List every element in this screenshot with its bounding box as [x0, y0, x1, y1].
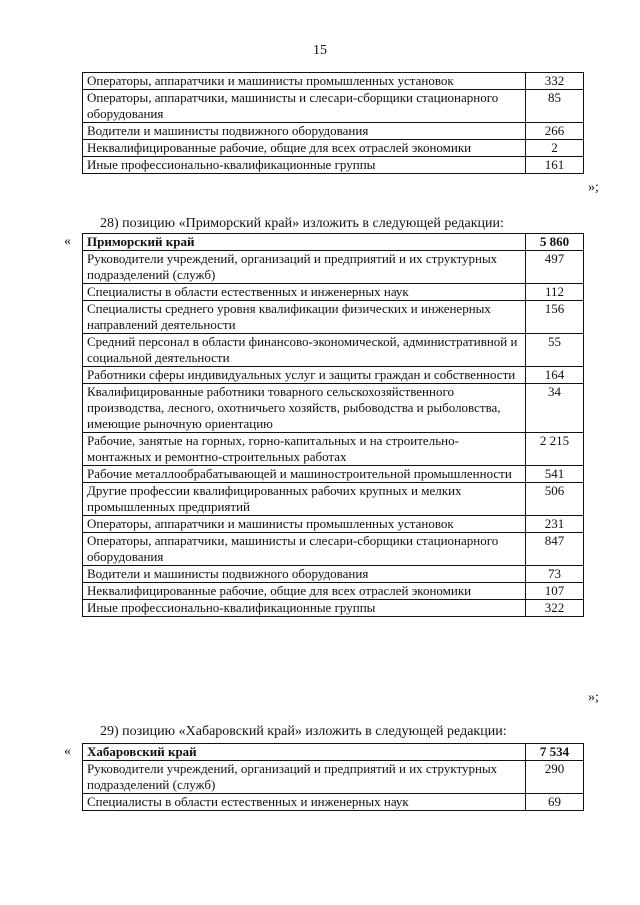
- closing-quote: »;: [588, 180, 599, 195]
- row-name: Руководители учреждений, организаций и предприятий и их структурных подразделений (служб): [83, 761, 526, 794]
- row-name: Неквалифицированные рабочие, общие для всех отраслей экономики: [83, 583, 526, 600]
- region-name: Приморский край: [83, 234, 526, 251]
- row-value: 506: [526, 483, 584, 516]
- row-value: 73: [526, 566, 584, 583]
- row-name: Работники сферы индивидуальных услуг и защиты граждан и собственности: [83, 367, 526, 384]
- row-name: Другие профессии квалифицированных рабочих крупных и мелких промышленных предприятий: [83, 483, 526, 516]
- row-value: 266: [526, 123, 584, 140]
- row-name: Иные профессионально-квалификационные группы: [83, 600, 526, 617]
- table-row: [83, 367, 584, 384]
- table-row: [83, 566, 584, 583]
- row-value: 55: [526, 334, 584, 367]
- table-header-row: [83, 744, 584, 761]
- table-row: [83, 384, 584, 433]
- row-value: 322: [526, 600, 584, 617]
- row-name: Специалисты среднего уровня квалификации физических и инженерных направлений деятельности: [83, 301, 526, 334]
- row-value: 231: [526, 516, 584, 533]
- table-row: [83, 433, 584, 466]
- table-row: [83, 466, 584, 483]
- row-value: 85: [526, 90, 584, 123]
- row-value: 164: [526, 367, 584, 384]
- row-value: 290: [526, 761, 584, 794]
- table-row: [83, 583, 584, 600]
- region-total: 7 534: [526, 744, 584, 761]
- row-name: Операторы, аппаратчики, машинисты и слесари-сборщики стационарного оборудования: [83, 533, 526, 566]
- table-primorsky: [82, 233, 584, 617]
- table-row: [83, 600, 584, 617]
- row-name: Руководители учреждений, организаций и предприятий и их структурных подразделений (служб): [83, 251, 526, 284]
- row-name: Рабочие, занятые на горных, горно-капитальных и на строительно-монтажных и ремонтно-строительных работах: [83, 433, 526, 466]
- section-29-intro: 29) позицию «Хабаровский край» изложить в следующей редакции:: [100, 724, 507, 739]
- table-row: [83, 73, 584, 90]
- table-row: [83, 90, 584, 123]
- row-name: Иные профессионально-квалификационные группы: [83, 157, 526, 174]
- closing-quote: »;: [588, 690, 599, 705]
- row-value: 847: [526, 533, 584, 566]
- row-value: 497: [526, 251, 584, 284]
- row-name: Неквалифицированные рабочие, общие для всех отраслей экономики: [83, 140, 526, 157]
- row-name: Рабочие металлообрабатывающей и машиностроительной промышленности: [83, 466, 526, 483]
- opening-quote: «: [64, 744, 71, 759]
- table-row: [83, 140, 584, 157]
- table-row: [83, 761, 584, 794]
- row-value: 332: [526, 73, 584, 90]
- row-value: 2: [526, 140, 584, 157]
- table-row: [83, 334, 584, 367]
- row-value: 34: [526, 384, 584, 433]
- page-number: 15: [313, 43, 327, 58]
- row-value: 112: [526, 284, 584, 301]
- row-name: Операторы, аппаратчики, машинисты и слесари-сборщики стационарного оборудования: [83, 90, 526, 123]
- table-row: [83, 794, 584, 811]
- table-row: [83, 251, 584, 284]
- row-value: 541: [526, 466, 584, 483]
- row-value: 156: [526, 301, 584, 334]
- table-row: [83, 123, 584, 140]
- row-name: Специалисты в области естественных и инженерных наук: [83, 794, 526, 811]
- region-total: 5 860: [526, 234, 584, 251]
- opening-quote: «: [64, 234, 71, 249]
- table-row: [83, 157, 584, 174]
- table-khabarovsk: [82, 743, 584, 811]
- row-value: 2 215: [526, 433, 584, 466]
- row-value: 69: [526, 794, 584, 811]
- row-name: Операторы, аппаратчики и машинисты промышленных установок: [83, 73, 526, 90]
- row-name: Квалифицированные работники товарного сельскохозяйственного производства, лесного, охотничьего хозяйств, рыбоводства и рыболовства, имеющие рыночную ориентацию: [83, 384, 526, 433]
- row-name: Специалисты в области естественных и инженерных наук: [83, 284, 526, 301]
- table-row: [83, 483, 584, 516]
- table-row: [83, 301, 584, 334]
- table-row: [83, 516, 584, 533]
- row-name: Средний персонал в области финансово-экономической, административной и социальной деятельности: [83, 334, 526, 367]
- row-name: Водители и машинисты подвижного оборудования: [83, 566, 526, 583]
- table-continuation: [82, 72, 584, 174]
- region-name: Хабаровский край: [83, 744, 526, 761]
- section-28-intro: 28) позицию «Приморский край» изложить в следующей редакции:: [100, 216, 504, 231]
- row-value: 107: [526, 583, 584, 600]
- table-row: [83, 284, 584, 301]
- row-name: Водители и машинисты подвижного оборудования: [83, 123, 526, 140]
- row-value: 161: [526, 157, 584, 174]
- row-name: Операторы, аппаратчики и машинисты промышленных установок: [83, 516, 526, 533]
- table-row: [83, 533, 584, 566]
- table-header-row: [83, 234, 584, 251]
